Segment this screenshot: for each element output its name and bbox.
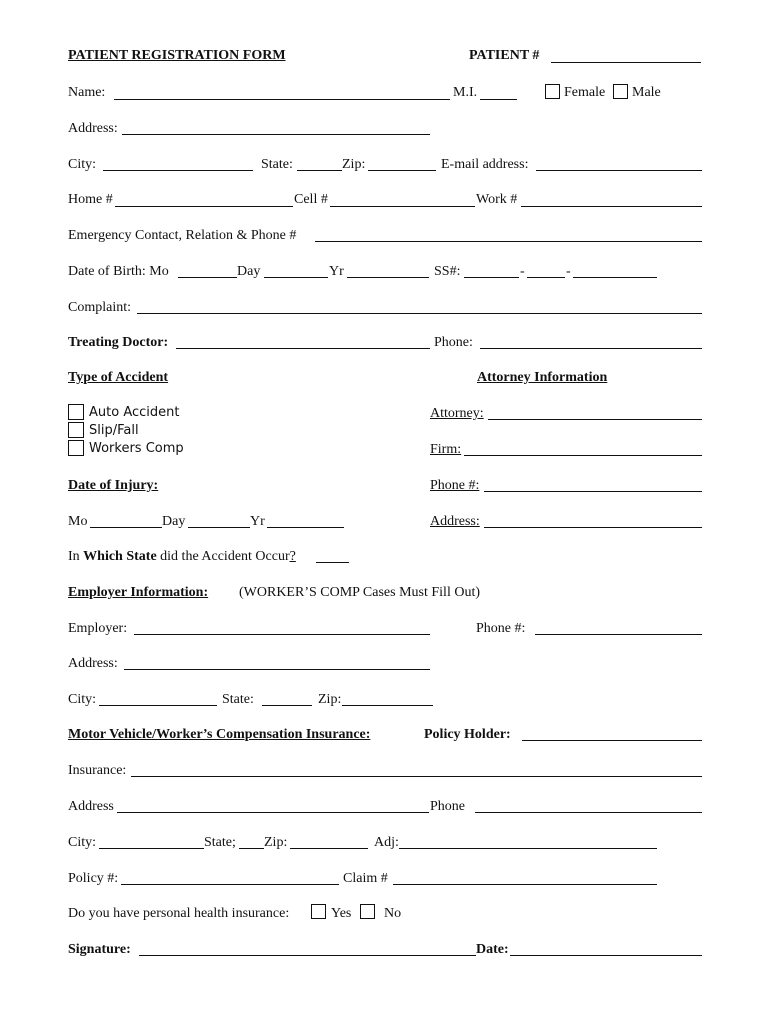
work-phone-field[interactable] [521,206,702,207]
date-field[interactable] [510,955,702,956]
attorney-phone-field[interactable] [484,491,702,492]
firm-label: Firm: [430,442,462,457]
state-field[interactable] [297,170,342,171]
yes-label: Yes [331,906,352,921]
slip-fall-label: Slip/Fall [89,423,139,438]
female-label: Female [564,85,606,100]
employer-state-field[interactable] [262,705,312,706]
employer-heading: Employer Information: [68,585,209,600]
male-checkbox[interactable] [613,84,628,99]
insurance-city-field[interactable] [99,848,204,849]
no-label: No [384,906,402,921]
dob-year-field[interactable] [347,277,429,278]
slip-fall-checkbox[interactable] [68,422,84,438]
dob-day-label: Day [237,264,261,279]
insurance-address-label: Address [68,799,114,814]
date-label: Date: [476,942,509,957]
policy-number-field[interactable] [121,884,339,885]
patient-number-field[interactable] [551,62,701,63]
cell-phone-label: Cell # [294,192,328,207]
claim-number-field[interactable] [393,884,657,885]
insurance-address-field[interactable] [117,812,429,813]
insurance-label: Insurance: [68,763,127,778]
city-field[interactable] [103,170,253,171]
mi-label: M.I. [453,85,478,100]
attorney-heading: Attorney Information [477,370,608,385]
attorney-label: Attorney: [430,406,484,421]
employer-state-label: State: [222,692,254,707]
state-label: State: [261,157,293,172]
zip-label: Zip: [342,157,366,172]
injury-month-label: Mo [68,514,88,529]
signature-field[interactable] [139,955,476,956]
health-insurance-no-checkbox[interactable] [360,904,375,919]
insurance-zip-label: Zip: [264,835,288,850]
injury-day-label: Day [162,514,186,529]
injury-year-label: Yr [250,514,265,529]
insurance-state-field[interactable] [239,848,264,849]
cell-phone-field[interactable] [330,206,475,207]
home-phone-label: Home # [68,192,113,207]
ss-dash: - [566,264,571,279]
ss-part3-field[interactable] [573,277,657,278]
auto-accident-checkbox[interactable] [68,404,84,420]
form-title: PATIENT REGISTRATION FORM [68,48,286,63]
attorney-field[interactable] [488,419,702,420]
employer-address-field[interactable] [124,669,430,670]
emergency-contact-field[interactable] [315,241,702,242]
policy-holder-label: Policy Holder: [424,727,511,742]
home-phone-field[interactable] [115,206,293,207]
attorney-address-label: Address: [430,514,480,529]
auto-accident-label: Auto Accident [89,405,180,420]
ss-part2-field[interactable] [527,277,565,278]
employer-phone-label: Phone #: [476,621,526,636]
insurance-field[interactable] [131,776,702,777]
address-label: Address: [68,121,118,136]
workers-comp-label: Workers Comp [89,441,184,456]
zip-field[interactable] [368,170,436,171]
adjuster-field[interactable] [399,848,657,849]
employer-city-label: City: [68,692,97,707]
treating-doctor-field[interactable] [176,348,430,349]
policy-holder-field[interactable] [522,740,702,741]
insurance-phone-field[interactable] [475,812,702,813]
health-insurance-question: Do you have personal health insurance: [68,906,290,921]
ss-label: SS#: [434,264,461,279]
name-label: Name: [68,85,106,100]
ss-dash: - [520,264,525,279]
doctor-phone-label: Phone: [434,335,473,350]
insurance-state-label: State; [204,835,236,850]
address-field[interactable] [122,134,430,135]
claim-number-label: Claim # [343,871,388,886]
dob-day-field[interactable] [264,277,328,278]
employer-phone-field[interactable] [535,634,702,635]
accident-state-question: In Which State did the Accident Occur? [68,549,296,564]
attorney-phone-label: Phone #: [430,478,480,493]
insurance-zip-field[interactable] [290,848,368,849]
work-phone-label: Work # [476,192,518,207]
email-field[interactable] [536,170,702,171]
date-of-injury-heading: Date of Injury: [68,478,159,493]
city-label: City: [68,157,97,172]
firm-field[interactable] [464,455,702,456]
emergency-contact-label: Emergency Contact, Relation & Phone # [68,228,297,243]
signature-label: Signature: [68,942,131,957]
email-label: E-mail address: [441,157,529,172]
employer-field[interactable] [134,634,430,635]
injury-day-field[interactable] [188,527,250,528]
workers-comp-checkbox[interactable] [68,440,84,456]
policy-number-label: Policy #: [68,871,119,886]
injury-year-field[interactable] [267,527,344,528]
ss-part1-field[interactable] [464,277,519,278]
insurance-city-label: City: [68,835,97,850]
insurance-heading: Motor Vehicle/Worker’s Compensation Insurance: [68,727,371,742]
employer-zip-field[interactable] [342,705,433,706]
attorney-address-field[interactable] [484,527,702,528]
female-checkbox[interactable] [545,84,560,99]
employer-note: (WORKER’S COMP Cases Must Fill Out) [239,585,481,600]
insurance-phone-label: Phone [430,799,465,814]
accident-type-heading: Type of Accident [68,370,169,385]
employer-city-field[interactable] [99,705,217,706]
complaint-label: Complaint: [68,300,131,315]
adjuster-label: Adj: [374,835,399,850]
doctor-phone-field[interactable] [480,348,702,349]
name-field[interactable] [114,99,450,100]
dob-label: Date of Birth: Mo [68,264,169,279]
male-label: Male [632,85,661,100]
dob-month-field[interactable] [178,277,237,278]
employer-zip-label: Zip: [318,692,342,707]
accident-state-field[interactable] [316,562,349,563]
mi-field[interactable] [480,99,517,100]
health-insurance-yes-checkbox[interactable] [311,904,326,919]
employer-label: Employer: [68,621,128,636]
patient-number-label: PATIENT # [469,48,540,63]
complaint-field[interactable] [137,313,702,314]
injury-month-field[interactable] [90,527,162,528]
treating-doctor-label: Treating Doctor: [68,335,169,350]
dob-year-label: Yr [329,264,344,279]
employer-address-label: Address: [68,656,118,671]
